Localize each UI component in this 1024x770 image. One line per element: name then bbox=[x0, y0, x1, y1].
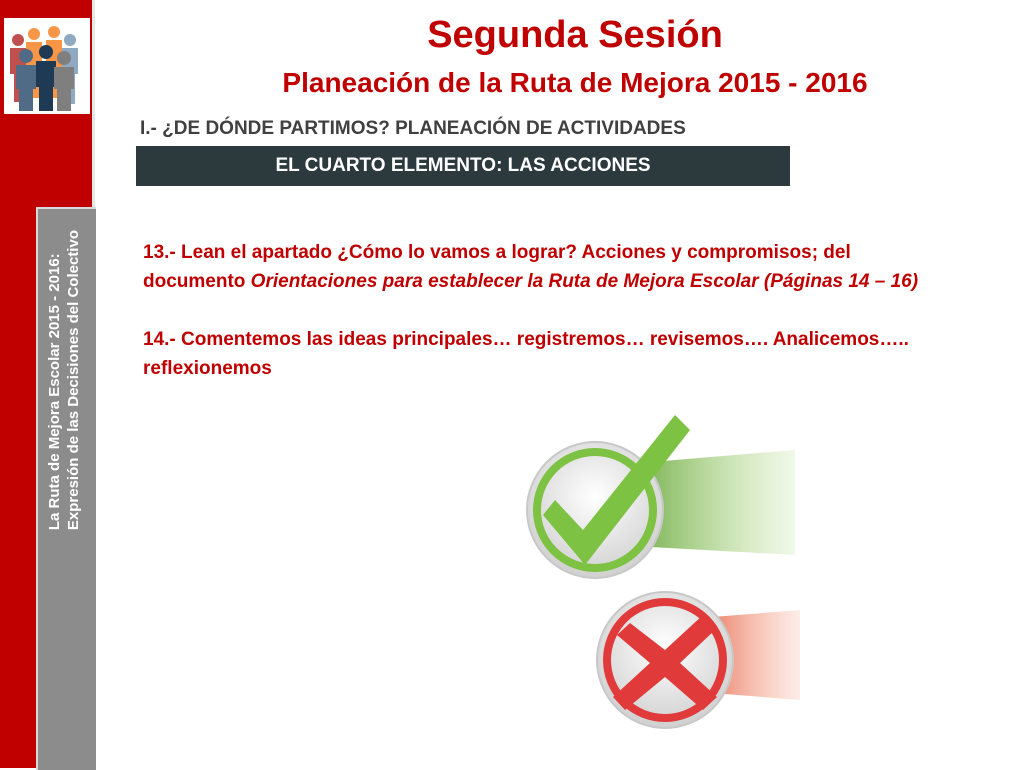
side-caption-line1: La Ruta de Mejora Escolar 2015 - 2016: bbox=[46, 253, 63, 531]
page-title: Segunda Sesión bbox=[427, 14, 723, 56]
side-vertical-caption bbox=[40, 230, 88, 720]
people-icon bbox=[4, 18, 90, 114]
side-caption-line2: Expresión de las Decisiones del Colectivo bbox=[65, 230, 82, 531]
green-check-icon bbox=[527, 415, 795, 578]
instructions-body bbox=[143, 238, 943, 383]
page-subtitle: Planeación de la Ruta de Mejora 2015 - 2016 bbox=[282, 67, 868, 98]
item-13 bbox=[143, 238, 943, 296]
section-heading: I.- ¿DE DÓNDE PARTIMOS? PLANEACIÓN DE ACTIVIDADES bbox=[140, 118, 686, 139]
section-banner bbox=[136, 146, 790, 186]
red-cross-icon bbox=[597, 592, 800, 728]
item-13-text: 13.- Lean el apartado ¿Cómo lo vamos a lograr? Acciones y compromisos; del documento bbox=[143, 242, 851, 292]
people-group-logo bbox=[4, 18, 90, 114]
check-cross-illustration bbox=[525, 405, 815, 755]
item-13-document-title: Orientaciones para establecer la Ruta de Mejora Escolar (Páginas 14 – 16) bbox=[250, 271, 919, 292]
section-banner-label: EL CUARTO ELEMENTO: LAS ACCIONES bbox=[275, 155, 651, 176]
item-14: 14.- Comentemos las ideas principales… registremos… revisemos…. Analicemos….. reflexionemos bbox=[143, 329, 909, 379]
